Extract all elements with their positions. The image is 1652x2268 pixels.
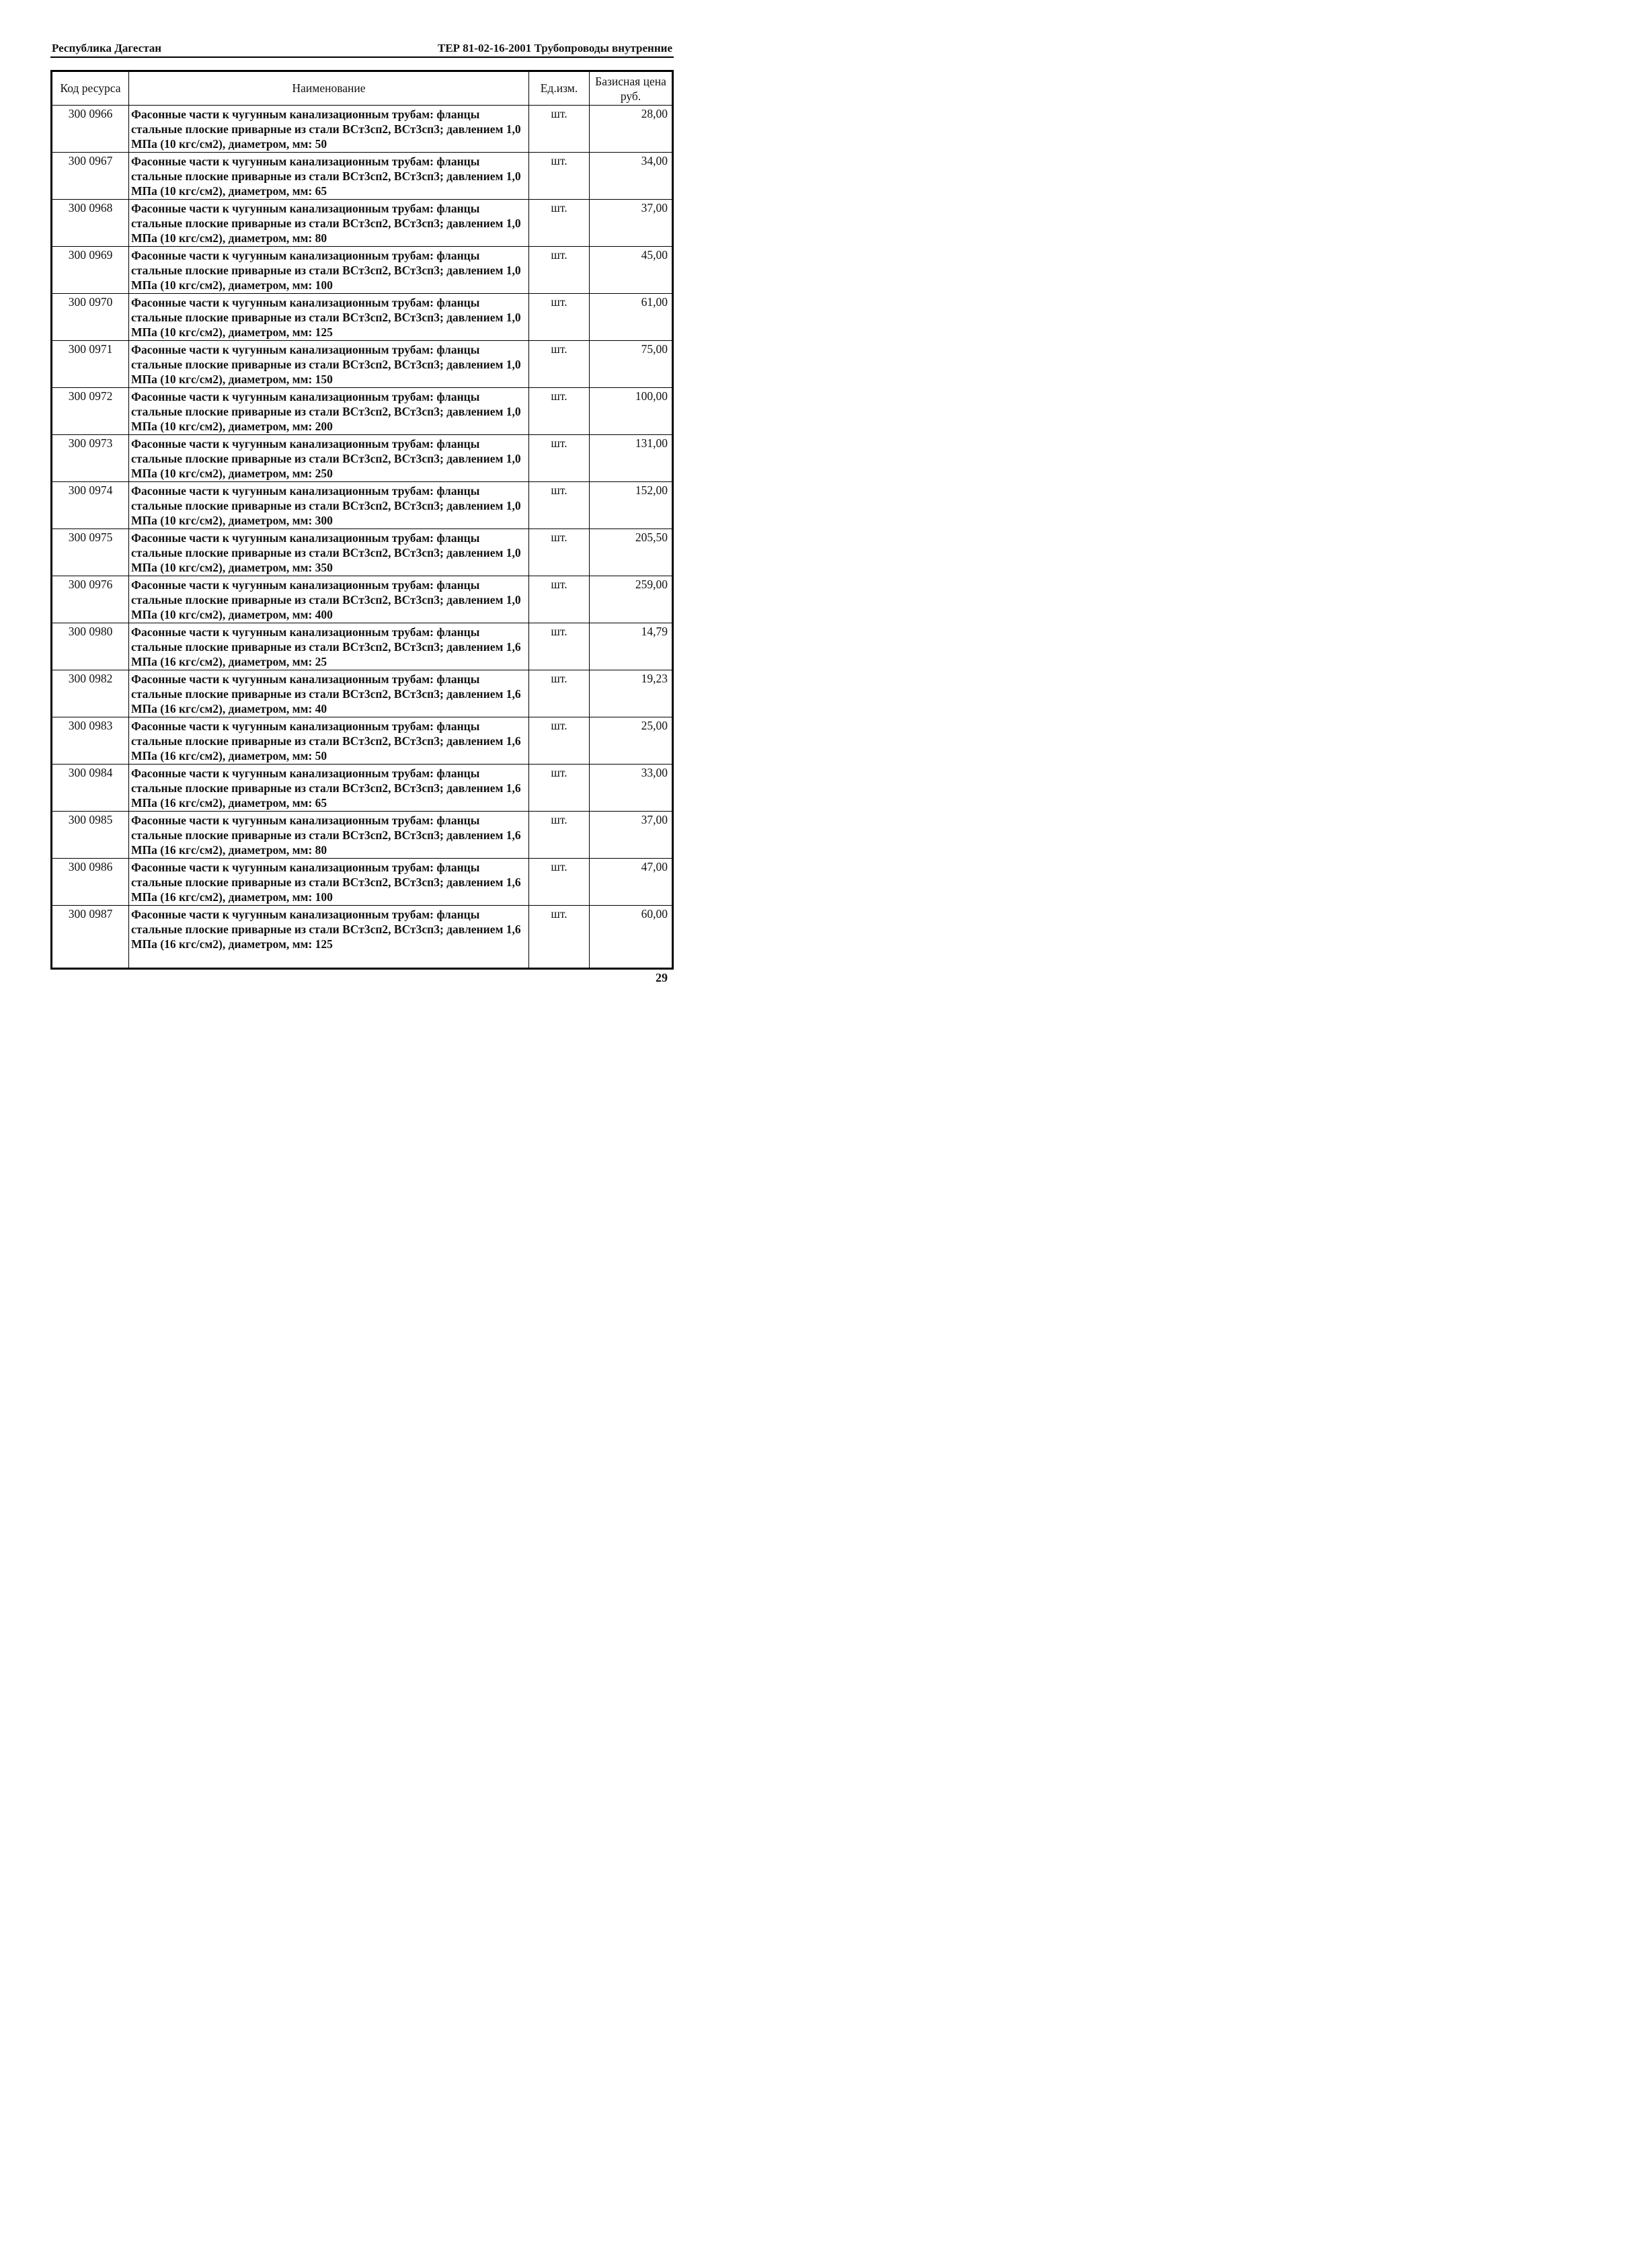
table-row: [52, 859, 672, 906]
table-row: [52, 294, 672, 341]
base-price: 152,00: [635, 483, 668, 497]
resource-name: Фасонные части к чугунным канализационным трубам: фланцы стальные плоские приварные из стали ВСт3сп2, ВСт3сп3; давлением 1,0 МПа (10 кгс/см2), диаметром, мм: 400: [129, 576, 529, 623]
unit: шт.: [529, 482, 590, 529]
column-header-unit: Ед.изм.: [529, 72, 590, 105]
unit: шт.: [529, 906, 590, 953]
resource-name: Фасонные части к чугунным канализационным трубам: фланцы стальные плоские приварные из стали ВСт3сп2, ВСт3сп3; давлением 1,6 МПа (16 кгс/см2), диаметром, мм: 25: [129, 623, 529, 670]
table-row: [52, 247, 672, 294]
base-price: 205,50: [635, 531, 668, 544]
resource-code: 300 0985: [52, 812, 129, 858]
base-price: 100,00: [635, 389, 668, 403]
resource-code: 300 0980: [52, 623, 129, 670]
resource-name: Фасонные части к чугунным канализационным трубам: фланцы стальные плоские приварные из стали ВСт3сп2, ВСт3сп3; давлением 1,0 МПа (10 кгс/см2), диаметром, мм: 125: [129, 294, 529, 340]
resource-name: Фасонные части к чугунным канализационным трубам: фланцы стальные плоские приварные из стали ВСт3сп2, ВСт3сп3; давлением 1,0 МПа (10 кгс/см2), диаметром, мм: 300: [129, 482, 529, 529]
unit: шт.: [529, 812, 590, 858]
empty-cell: [129, 953, 529, 968]
base-price: 75,00: [641, 342, 668, 356]
column-header-code: Код ресурса: [52, 72, 129, 105]
resource-code: 300 0984: [52, 765, 129, 811]
resource-name: Фасонные части к чугунным канализационным трубам: фланцы стальные плоские приварные из стали ВСт3сп2, ВСт3сп3; давлением 1,0 МПа (10 кгс/см2), диаметром, мм: 80: [129, 200, 529, 246]
base-price: 14,79: [641, 625, 668, 638]
unit: шт.: [529, 106, 590, 152]
unit: шт.: [529, 388, 590, 434]
unit: шт.: [529, 341, 590, 387]
unit: шт.: [529, 200, 590, 246]
resource-name: Фасонные части к чугунным канализационным трубам: фланцы стальные плоские приварные из стали ВСт3сп2, ВСт3сп3; давлением 1,6 МПа (16 кгс/см2), диаметром, мм: 125: [129, 906, 529, 953]
resource-code: 300 0968: [52, 200, 129, 246]
table-row: [52, 576, 672, 623]
unit: шт.: [529, 765, 590, 811]
resource-code: 300 0987: [52, 906, 129, 953]
table-row: [52, 765, 672, 812]
table-row: [52, 482, 672, 529]
column-header-name: Наименование: [129, 72, 529, 105]
unit: шт.: [529, 859, 590, 905]
table-row: [52, 106, 672, 153]
resource-name: Фасонные части к чугунным канализационным трубам: фланцы стальные плоские приварные из стали ВСт3сп2, ВСт3сп3; давлением 1,6 МПа (16 кгс/см2), диаметром, мм: 65: [129, 765, 529, 811]
resource-name: Фасонные части к чугунным канализационным трубам: фланцы стальные плоские приварные из стали ВСт3сп2, ВСт3сп3; давлением 1,0 МПа (10 кгс/см2), диаметром, мм: 65: [129, 153, 529, 199]
resource-code: 300 0976: [52, 576, 129, 623]
table-row: [52, 388, 672, 435]
resource-code: 300 0973: [52, 435, 129, 481]
resource-name: Фасонные части к чугунным канализационным трубам: фланцы стальные плоские приварные из стали ВСт3сп2, ВСт3сп3; давлением 1,0 МПа (10 кгс/см2), диаметром, мм: 50: [129, 106, 529, 152]
unit: шт.: [529, 717, 590, 764]
column-header-price: Базисная цена руб.: [595, 74, 666, 103]
empty-cell: [52, 953, 129, 968]
resource-name: Фасонные части к чугунным канализационным трубам: фланцы стальные плоские приварные из стали ВСт3сп2, ВСт3сп3; давлением 1,6 МПа (16 кгс/см2), диаметром, мм: 50: [129, 717, 529, 764]
unit: шт.: [529, 623, 590, 670]
base-price: 259,00: [635, 578, 668, 591]
resource-code: 300 0983: [52, 717, 129, 764]
resource-name: Фасонные части к чугунным канализационным трубам: фланцы стальные плоские приварные из стали ВСт3сп2, ВСт3сп3; давлением 1,6 МПа (16 кгс/см2), диаметром, мм: 100: [129, 859, 529, 905]
unit: шт.: [529, 576, 590, 623]
table-row: [52, 812, 672, 859]
resource-code: 300 0970: [52, 294, 129, 340]
base-price: 25,00: [641, 719, 668, 732]
resource-name: Фасонные части к чугунным канализационным трубам: фланцы стальные плоские приварные из стали ВСт3сп2, ВСт3сп3; давлением 1,0 МПа (10 кгс/см2), диаметром, мм: 100: [129, 247, 529, 293]
unit: шт.: [529, 670, 590, 717]
resource-name: Фасонные части к чугунным канализационным трубам: фланцы стальные плоские приварные из стали ВСт3сп2, ВСт3сп3; давлением 1,0 МПа (10 кгс/см2), диаметром, мм: 350: [129, 529, 529, 576]
base-price: 28,00: [641, 107, 668, 120]
resource-code: 300 0986: [52, 859, 129, 905]
price-table: [50, 70, 674, 970]
page-number: 29: [656, 971, 668, 984]
unit: шт.: [529, 294, 590, 340]
table-empty-row: [52, 953, 672, 968]
resource-name: Фасонные части к чугунным канализационным трубам: фланцы стальные плоские приварные из стали ВСт3сп2, ВСт3сп3; давлением 1,6 МПа (16 кгс/см2), диаметром, мм: 40: [129, 670, 529, 717]
base-price: 33,00: [641, 766, 668, 779]
resource-name: Фасонные части к чугунным канализационным трубам: фланцы стальные плоские приварные из стали ВСт3сп2, ВСт3сп3; давлением 1,0 МПа (10 кгс/см2), диаметром, мм: 200: [129, 388, 529, 434]
base-price: 34,00: [641, 154, 668, 167]
document-title: ТЕР 81-02-16-2001 Трубопроводы внутренние: [437, 42, 672, 54]
resource-code: 300 0966: [52, 106, 129, 152]
table-row: [52, 341, 672, 388]
empty-cell: [529, 953, 590, 968]
resource-code: 300 0967: [52, 153, 129, 199]
resource-name: Фасонные части к чугунным канализационным трубам: фланцы стальные плоские приварные из стали ВСт3сп2, ВСт3сп3; давлением 1,6 МПа (16 кгс/см2), диаметром, мм: 80: [129, 812, 529, 858]
table-row: [52, 906, 672, 953]
unit: шт.: [529, 529, 590, 576]
base-price: 131,00: [635, 436, 668, 450]
resource-name: Фасонные части к чугунным канализационным трубам: фланцы стальные плоские приварные из стали ВСт3сп2, ВСт3сп3; давлением 1,0 МПа (10 кгс/см2), диаметром, мм: 250: [129, 435, 529, 481]
table-row: [52, 200, 672, 247]
resource-code: 300 0974: [52, 482, 129, 529]
resource-code: 300 0969: [52, 247, 129, 293]
unit: шт.: [529, 247, 590, 293]
table-row: [52, 529, 672, 576]
header-divider: [50, 56, 674, 58]
base-price: 47,00: [641, 860, 668, 873]
table-header-row: [52, 72, 672, 106]
unit: шт.: [529, 435, 590, 481]
base-price: 19,23: [641, 672, 668, 685]
table-row: [52, 623, 672, 670]
region-title: Республика Дагестан: [52, 42, 162, 54]
unit: шт.: [529, 153, 590, 199]
table-row: [52, 435, 672, 482]
base-price: 60,00: [641, 907, 668, 921]
resource-code: 300 0982: [52, 670, 129, 717]
table-row: [52, 670, 672, 717]
table-row: [52, 717, 672, 765]
resource-code: 300 0975: [52, 529, 129, 576]
resource-code: 300 0972: [52, 388, 129, 434]
table-row: [52, 153, 672, 200]
resource-name: Фасонные части к чугунным канализационным трубам: фланцы стальные плоские приварные из стали ВСт3сп2, ВСт3сп3; давлением 1,0 МПа (10 кгс/см2), диаметром, мм: 150: [129, 341, 529, 387]
base-price: 37,00: [641, 201, 668, 214]
base-price: 61,00: [641, 295, 668, 309]
base-price: 45,00: [641, 248, 668, 262]
base-price: 37,00: [641, 813, 668, 826]
resource-code: 300 0971: [52, 341, 129, 387]
empty-cell: [590, 953, 672, 968]
